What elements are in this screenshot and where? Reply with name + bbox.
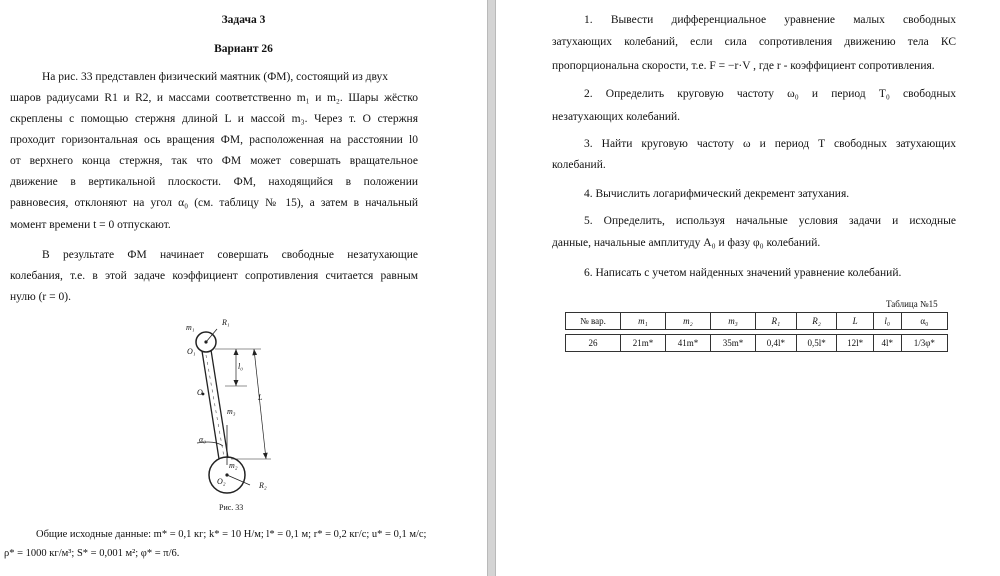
header-cell: R₁ [756, 313, 797, 330]
label-l: L [258, 393, 263, 402]
figure-caption: Рис. 33 [219, 503, 244, 512]
intro-line: шаров радиусами R1 и R2, и массами соответственно m₁ и m₂. Шары жёстко [10, 92, 418, 104]
table-cell: 0,4l* [756, 335, 797, 352]
task-line: 2. Определить круговую частоту ω₀ и период T₀ свободных [584, 88, 956, 100]
para2-line: В результате ФМ начинает совершать свободные незатухающие [42, 249, 418, 261]
table-row [566, 335, 948, 352]
common-data-line: Общие исходные данные: m* = 0,1 кг; k* = 10 Н/м; l* = 0,1 м; r* = 0,2 кг/с; u* = 0,1 м/с; [36, 529, 427, 540]
table-cell: 12l* [837, 335, 873, 352]
para2-line: колебания, т.е. в этой задаче коэффициент сопротивления считается равным [10, 270, 418, 282]
label-m1: m₁ [186, 323, 195, 332]
document-page-right [496, 0, 1000, 576]
page-gutter [487, 0, 496, 576]
document-page-left [0, 0, 487, 576]
label-m3: m₃ [227, 407, 236, 416]
para2-line: нулю (r = 0). [10, 291, 71, 303]
task-line: данные, начальные амплитуду A₀ и фазу φ₀ колебаний. [552, 237, 821, 249]
task-line: затухающих колебаний, если сила сопротивления движению тела КС [552, 36, 956, 48]
header-cell: № вар. [566, 313, 621, 330]
variant-title: Вариант 26 [214, 43, 273, 55]
task-line: пропорциональна скорости, т.е. F = −r·V , где r - коэффициент сопротивления. [552, 60, 935, 72]
intro-line: На рис. 33 представлен физический маятник (ФМ), состоящий из двух [42, 71, 389, 83]
task-title: Задача 3 [221, 14, 266, 26]
label-r1: R₁ [222, 318, 230, 327]
intro-line: равновесия, отклоняют на угол α₀ (см. таблицу № 15), а затем в начальный [10, 197, 418, 209]
task-line: незатухающих колебаний. [552, 111, 681, 123]
header-cell: m₃ [711, 313, 756, 330]
header-cell: m₂ [665, 313, 710, 330]
parameters-table [565, 312, 948, 352]
intro-line: скреплены с помощью стержня длиной L и массой m₃. Через т. О стержня [10, 113, 418, 125]
common-data-line: ρ* = 1000 кг/м³; S* = 0,001 м²; φ* = π/6. [4, 548, 180, 559]
intro-line: от верхнего конца стержня, так что ФМ может совершать вращательное [10, 155, 418, 167]
table-cell: 21m* [620, 335, 665, 352]
label-o: O [197, 388, 203, 397]
label-o1: O₁ [187, 347, 196, 356]
table-caption: Таблица №15 [886, 299, 938, 309]
table-cell: 0,5l* [796, 335, 837, 352]
header-cell: α₀ [901, 313, 947, 330]
label-m2: m₂ [229, 461, 238, 470]
label-r2: R₂ [259, 481, 267, 490]
header-cell: l₀ [873, 313, 901, 330]
header-cell: L [837, 313, 873, 330]
task-line: 3. Найти круговую частоту ω и период T свободных затухающих [584, 138, 956, 150]
task-line: 4. Вычислить логарифмический декремент затухания. [584, 188, 850, 200]
label-alpha0: α₀ [199, 435, 206, 444]
task-line: 5. Определить, используя начальные условия задачи и исходные [584, 215, 956, 227]
table-cell: 35m* [711, 335, 756, 352]
intro-line: движение в вертикальной плоскости. ФМ, находящийся в положении [10, 176, 418, 188]
table-cell: 1/3φ* [901, 335, 947, 352]
table-cell: 26 [566, 335, 621, 352]
label-o2: O₂ [217, 477, 226, 486]
intro-line: момент времени t = 0 отпускают. [10, 219, 171, 231]
task-line: колебаний. [552, 159, 606, 171]
task-line: 6. Написать с учетом найденных значений уравнение колебаний. [584, 267, 902, 279]
header-cell: m₁ [620, 313, 665, 330]
table-header-row [566, 313, 948, 330]
table-cell: 4l* [873, 335, 901, 352]
task-line: 1. Вывести дифференциальное уравнение малых свободных [584, 14, 956, 26]
table-cell: 41m* [665, 335, 710, 352]
intro-line: проходит горизонтальная ось вращения ФМ, расположенная на расстоянии l0 [10, 134, 418, 146]
label-l0: l₀ [238, 362, 244, 371]
header-cell: R₂ [796, 313, 837, 330]
